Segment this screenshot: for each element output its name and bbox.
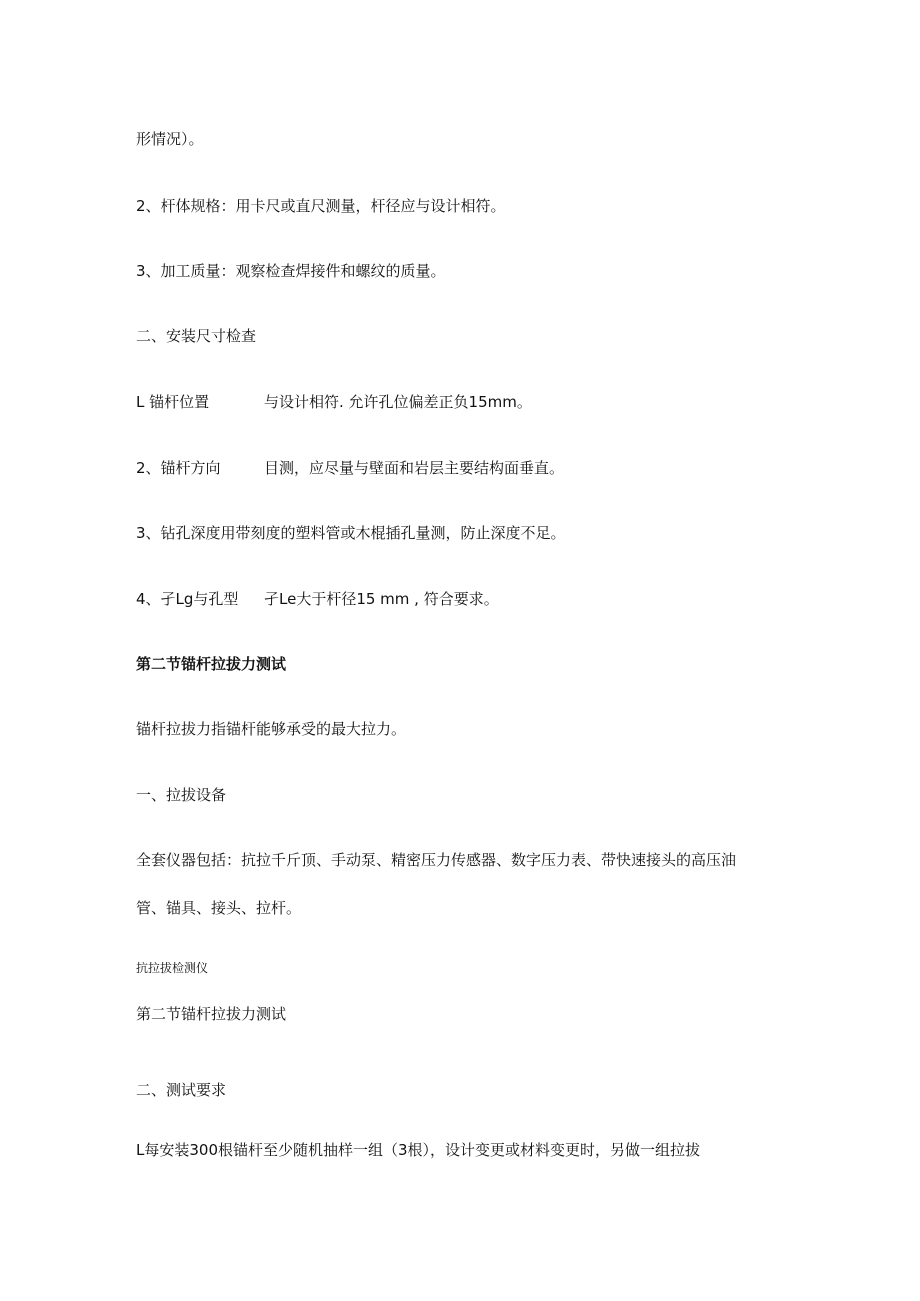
heading-pullout-equipment: 一、拉拔设备 xyxy=(136,786,227,804)
row-anchor-position xyxy=(136,392,532,412)
row-anchor-position-label: L 锚杆位置 xyxy=(136,393,210,411)
row-hole-diameter-label: 4、孑Lg与孔型 xyxy=(136,590,239,608)
row-hole-diameter xyxy=(136,589,499,609)
heading-test-requirements: 二、测试要求 xyxy=(136,1081,227,1099)
text-line-processing-quality: 3、加工质量：观察检查焊接件和螺纹的质量。 xyxy=(136,262,446,280)
section-title-pullout-test: 第二节锚杆拉拔力测试 xyxy=(136,655,287,673)
row-hole-diameter-text: 孑Le大于杆径15 mm , 符合要求。 xyxy=(264,590,499,608)
text-line-equipment-list-1: 全套仪器包括：抗拉千斤顶、手动泵、精密压力传感器、数字压力表、带快速接头的高压油 xyxy=(136,851,737,869)
row-anchor-direction-label: 2、锚杆方向 xyxy=(136,459,221,477)
heading-installation-check: 二、安装尺寸检查 xyxy=(136,327,257,345)
row-anchor-position-text: 与设计相符. 允许孔位偏差正负15mm。 xyxy=(264,393,532,411)
text-line-deformation: 形情况）。 xyxy=(136,130,204,148)
text-line-drill-depth: 3、钻孔深度用带刻度的塑料管或木棍插孔量测，防止深度不足。 xyxy=(136,524,566,542)
row-anchor-direction-text: 目测，应尽量与壁面和岩层主要结构面垂直。 xyxy=(264,459,565,477)
text-line-equipment-list-2: 管、锚具、接头、拉杆。 xyxy=(136,899,302,917)
text-line-definition: 锚杆拉拔力指锚杆能够承受的最大拉力。 xyxy=(136,720,407,738)
section-title-repeat: 第二节锚杆拉拔力测试 xyxy=(136,1005,287,1023)
text-line-requirement-1: L每安装300根锚杆至少随机抽样一组（3根），设计变更或材料变更时，另做一组拉拔 xyxy=(136,1141,701,1159)
row-anchor-direction xyxy=(136,458,565,478)
figure-caption: 抗拉拔检测仪 xyxy=(136,961,209,975)
text-line-rod-spec: 2、杆体规格：用卡尺或直尺测量，杆径应与设计相符。 xyxy=(136,197,506,215)
